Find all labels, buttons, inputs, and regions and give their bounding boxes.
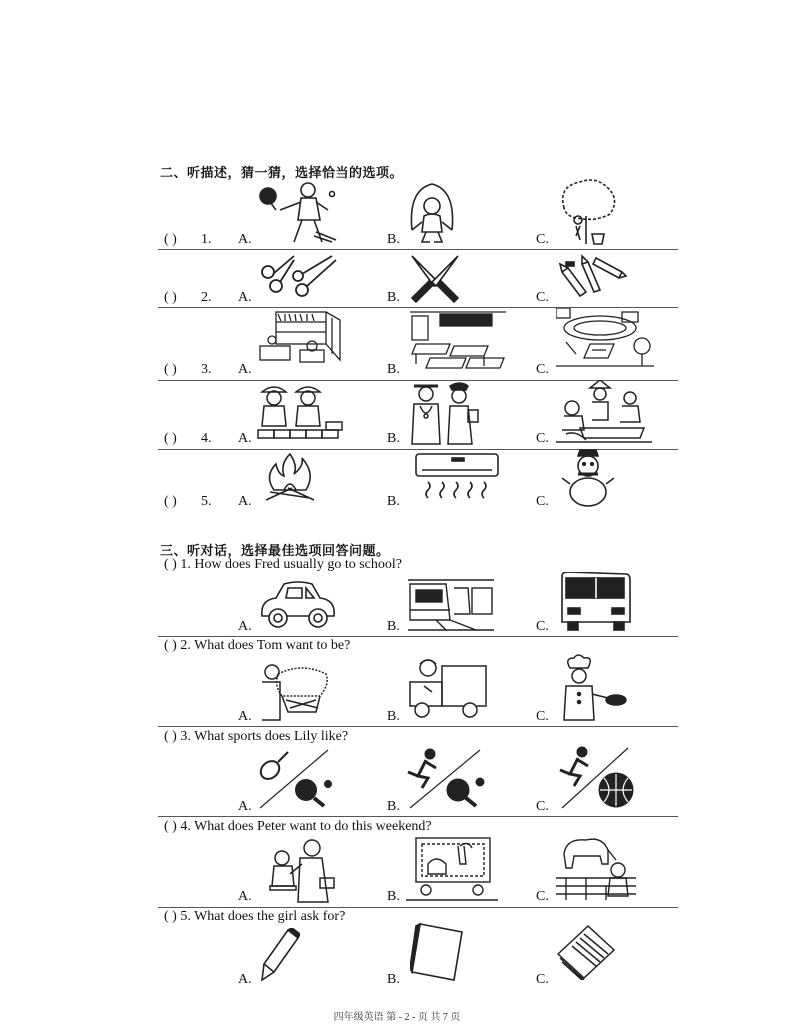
option-b-label: B. <box>387 799 400 814</box>
question-4 <box>164 819 432 835</box>
option-c-label: C. <box>536 972 549 987</box>
question-3 <box>164 729 348 745</box>
answer-blank[interactable]: ( ) <box>164 638 177 653</box>
option-b-label: B. <box>387 972 400 987</box>
knives-icon[interactable] <box>408 252 462 304</box>
question-text: 5. What does the girl ask for? <box>180 909 346 924</box>
question-2 <box>164 638 350 654</box>
answer-blank[interactable]: ( ) <box>164 729 177 744</box>
option-b-label: B. <box>387 709 400 724</box>
row-divider <box>158 907 678 908</box>
see-a-doctor-icon[interactable] <box>258 838 338 904</box>
question-number: 2. <box>201 290 212 305</box>
zoo-visit-icon[interactable] <box>556 834 638 902</box>
crayons-icon[interactable] <box>556 252 628 304</box>
option-c-label: C. <box>536 799 549 814</box>
museum-visit-icon[interactable] <box>406 834 498 902</box>
option-b-label: B. <box>387 362 400 377</box>
classroom-icon[interactable] <box>410 310 506 372</box>
running-and-basketball-icon[interactable] <box>556 746 640 812</box>
option-b-label: B. <box>387 619 400 634</box>
pencil-icon[interactable] <box>260 928 300 982</box>
option-b-label: B. <box>387 889 400 904</box>
row-divider <box>158 816 678 817</box>
question-number: 5. <box>201 494 212 509</box>
answer-blank[interactable]: ( ) <box>164 819 177 834</box>
option-a-label: A. <box>238 709 252 724</box>
question-text: 1. How does Fred usually go to school? <box>180 557 402 572</box>
train-icon[interactable] <box>406 574 496 632</box>
row-divider <box>158 726 678 727</box>
option-a-label: A. <box>238 972 252 987</box>
option-a-label: A. <box>238 431 252 446</box>
running-and-ping-pong-icon[interactable] <box>404 748 490 812</box>
english-book-icon[interactable] <box>410 922 464 982</box>
question-number: 1. <box>201 232 212 247</box>
doctor-and-nurse-icon[interactable] <box>408 380 484 446</box>
option-a-label: A. <box>238 889 252 904</box>
option-b-label: B. <box>387 431 400 446</box>
question-number: 4. <box>201 431 212 446</box>
option-a-label: A. <box>238 232 252 247</box>
badminton-and-ping-pong-icon[interactable] <box>254 748 338 812</box>
section-3-title: 三、听对话，选择最佳选项回答问题。 <box>160 544 390 559</box>
farmer-with-basket-icon[interactable] <box>258 660 330 722</box>
air-conditioner-icon[interactable] <box>414 452 500 502</box>
option-c-label: C. <box>536 290 549 305</box>
row-divider <box>158 249 678 250</box>
answer-blank[interactable]: ( ) <box>164 909 177 924</box>
option-b-label: B. <box>387 494 400 509</box>
library-icon[interactable] <box>256 310 352 372</box>
question-text: 3. What sports does Lily like? <box>180 729 349 744</box>
construction-workers-icon[interactable] <box>256 382 346 446</box>
option-a-label: A. <box>238 619 252 634</box>
option-c-label: C. <box>536 709 549 724</box>
question-text: 2. What does Tom want to be? <box>180 638 351 653</box>
bus-icon[interactable] <box>556 572 632 632</box>
answer-blank[interactable]: ( ) <box>164 362 177 377</box>
option-c-label: C. <box>536 232 549 247</box>
page-footer: 四年级英语 第 - 2 - 页 共 7 页 <box>333 1012 461 1023</box>
row-divider <box>158 636 678 637</box>
question-number: 3. <box>201 362 212 377</box>
option-c-label: C. <box>536 362 549 377</box>
option-a-label: A. <box>238 362 252 377</box>
paper-icon[interactable] <box>556 924 616 980</box>
playground-icon[interactable] <box>556 308 654 370</box>
answer-blank[interactable]: ( ) <box>164 431 177 446</box>
snowman-icon[interactable] <box>560 448 616 508</box>
question-5 <box>164 909 345 925</box>
chef-icon[interactable] <box>556 654 628 722</box>
option-a-label: A. <box>238 494 252 509</box>
answer-blank[interactable]: ( ) <box>164 290 177 305</box>
option-c-label: C. <box>536 619 549 634</box>
option-c-label: C. <box>536 494 549 509</box>
option-c-label: C. <box>536 431 549 446</box>
option-a-label: A. <box>238 799 252 814</box>
answer-blank[interactable]: ( ) <box>164 494 177 509</box>
option-b-label: B. <box>387 290 400 305</box>
section-2-title: 二、听描述，猜一猜，选择恰当的选项。 <box>160 166 404 181</box>
answer-blank[interactable]: ( ) <box>164 232 177 247</box>
girl-jumping-rope-icon[interactable] <box>404 180 460 246</box>
question-text: 4. What does Peter want to do this weekend? <box>180 819 432 834</box>
delivery-driver-icon[interactable] <box>406 656 490 722</box>
farmers-icon[interactable] <box>556 380 652 446</box>
fire-icon[interactable] <box>262 452 318 504</box>
question-1 <box>164 557 402 573</box>
option-c-label: C. <box>536 889 549 904</box>
scissors-icon[interactable] <box>258 252 338 304</box>
person-picking-fruit-icon[interactable] <box>556 178 620 246</box>
ping-pong-player-icon[interactable] <box>256 180 342 244</box>
option-a-label: A. <box>238 290 252 305</box>
option-b-label: B. <box>387 232 400 247</box>
answer-blank[interactable]: ( ) <box>164 557 177 572</box>
car-icon[interactable] <box>258 578 338 632</box>
